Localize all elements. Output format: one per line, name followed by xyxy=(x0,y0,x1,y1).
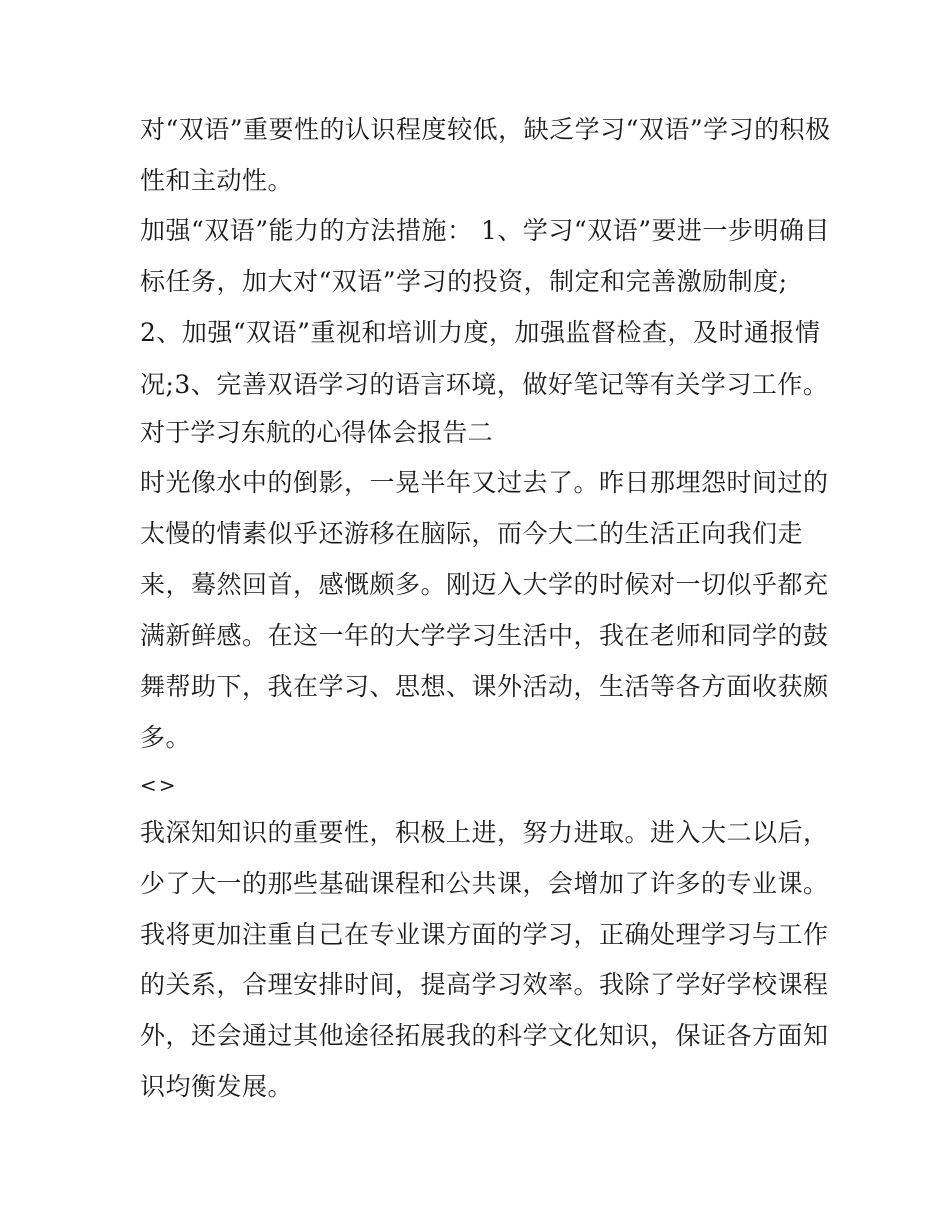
paragraph-line: 满新鲜感。在这一年的大学学习生活中，我在老师和同学的鼓 xyxy=(140,621,829,650)
paragraph-line: 太慢的情素似乎还游移在脑际，而今大二的生活正向我们走 xyxy=(140,519,804,548)
placeholder-marker: <> xyxy=(140,773,178,797)
paragraph-line: 外，还会通过其他途径拓展我的科学文化知识，保证各方面知 xyxy=(140,1021,829,1050)
paragraph-line: 来，蓦然回首，感慨颇多。刚迈入大学的时候对一切似乎都充 xyxy=(140,570,829,599)
paragraph-line: 少了大一的那些基础课程和公共课，会增加了许多的专业课。 xyxy=(140,869,829,898)
paragraph-line: 标任务，加大对“双语”学习的投资，制定和完善激励制度; xyxy=(140,267,788,296)
paragraph-line: 时光像水中的倒影，一晃半年又过去了。昨日那埋怨时间过的 xyxy=(140,468,829,497)
paragraph-line: 性和主动性。 xyxy=(140,166,294,195)
paragraph-line: 舞帮助下，我在学习、思想、课外活动，生活等各方面收获颇 xyxy=(140,672,829,701)
paragraph-line: 况;3、完善双语学习的语言环境，做好笔记等有关学习工作。 xyxy=(140,370,829,399)
paragraph-line: 我将更加注重自己在专业课方面的学习，正确处理学习与工作 xyxy=(140,920,829,949)
paragraph-line: 2、加强“双语”重视和培训力度，加强监督检查，及时通报情 xyxy=(140,318,821,347)
paragraph-line: 对“双语”重要性的认识程度较低，缺乏学习“双语”学习的积极 xyxy=(140,115,831,144)
paragraph-line: 多。 xyxy=(140,723,192,752)
paragraph-line: 我深知知识的重要性，积极上进，努力进取。进入大二以后， xyxy=(140,818,829,847)
section-heading: 对于学习东航的心得体会报告二 xyxy=(140,418,493,447)
paragraph-line: 的关系，合理安排时间，提高学习效率。我除了学好学校课程 xyxy=(140,970,829,999)
paragraph-line: 加强“双语”能力的方法措施： 1、学习“双语”要进一步明确目 xyxy=(140,216,830,245)
paragraph-line: 识均衡发展。 xyxy=(140,1072,294,1101)
